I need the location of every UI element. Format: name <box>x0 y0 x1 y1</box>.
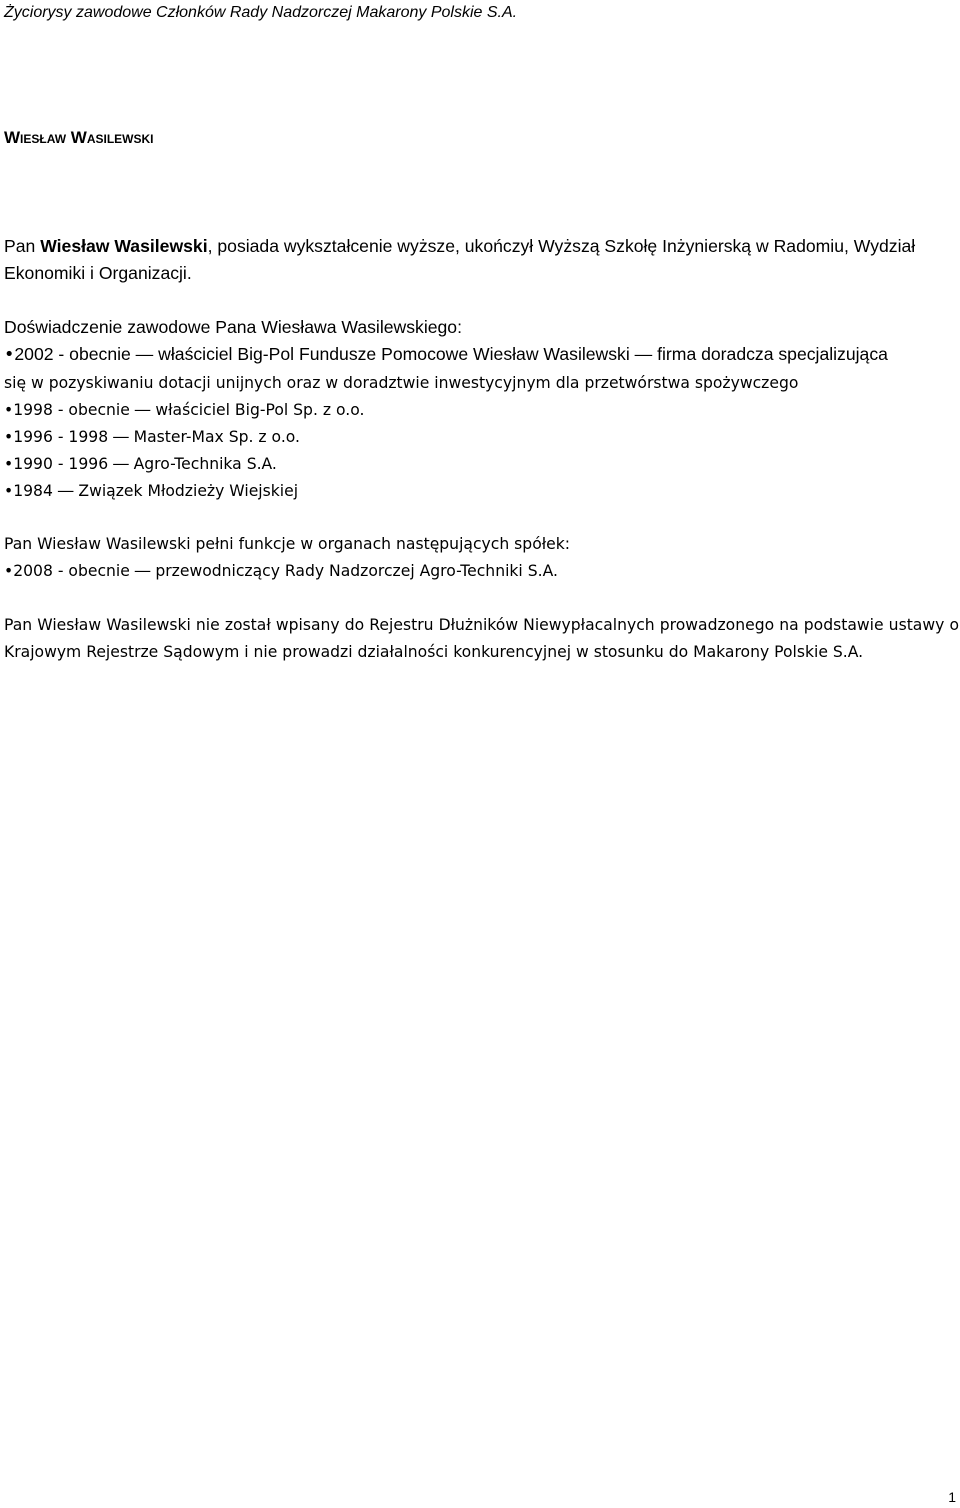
experience-item-continuation: się w pozyskiwaniu dotacji unijnych oraz w doradztwie inwestycyjnym dla przetwórstwa spożywczego <box>4 374 799 392</box>
person-name-heading: Wiesław Wasilewski <box>4 128 154 147</box>
experience-item <box>4 397 956 424</box>
functions-item-text: 2008 - obecnie ― przewodniczący Rady Nadzorczej Agro-Techniki S.A. <box>13 562 558 580</box>
bullet-icon: • <box>4 482 14 500</box>
functions-section <box>4 531 956 585</box>
experience-item-text: 1998 - obecnie ― właściciel Big-Pol Sp. z o.o. <box>13 401 365 419</box>
experience-item-text: 1984 ― Związek Młodzieży Wiejskiej <box>13 482 299 500</box>
experience-item-text: 1996 - 1998 ― Master-Max Sp. z o.o. <box>13 428 300 446</box>
bullet-icon: • <box>4 455 14 473</box>
bullet-icon: • <box>4 401 14 419</box>
page-number: 1 <box>948 1489 956 1505</box>
experience-item-lead: 2002 - obecnie ― właściciel Big-Pol Fundusze Pomocowe Wiesław Wasilewski ― firma doradcza specjalizująca <box>14 344 888 364</box>
functions-heading: Pan Wiesław Wasilewski pełni funkcje w organach następujących spółek: <box>4 535 571 553</box>
intro-bold-name: Wiesław Wasilewski <box>40 236 208 256</box>
experience-item-text: 1990 - 1996 ― Agro-Technika S.A. <box>13 455 277 473</box>
experience-item <box>4 424 956 451</box>
experience-list <box>4 341 956 505</box>
bullet-icon: • <box>4 345 15 365</box>
intro-text: , posiada wykształcenie wyższe, ukończył Wyższą Szkołę Inżynierską w Radomiu, Wydział Ekonomiki i Organizacji. <box>4 236 916 283</box>
experience-item <box>4 451 956 478</box>
bio-intro-paragraph <box>4 233 956 287</box>
bullet-icon: • <box>4 562 14 580</box>
bullet-icon: • <box>4 428 14 446</box>
experience-item <box>4 478 956 505</box>
running-header: Życiorysy zawodowe Członków Rady Nadzorczej Makarony Polskie S.A. <box>4 4 518 21</box>
intro-prefix: Pan <box>4 236 41 256</box>
experience-item <box>4 341 956 397</box>
functions-item <box>4 558 956 585</box>
registry-statement: Pan Wiesław Wasilewski nie został wpisany do Rejestru Dłużników Niewypłacalnych prowadzonego na podstawie ustawy o Krajowym Rejestrze Sądowym i nie prowadzi działalności konkurencyjnej w stosunku do Makarony Polskie S.A. <box>4 616 959 661</box>
experience-heading: Doświadczenie zawodowe Pana Wiesława Wasilewskiego: <box>4 317 462 337</box>
